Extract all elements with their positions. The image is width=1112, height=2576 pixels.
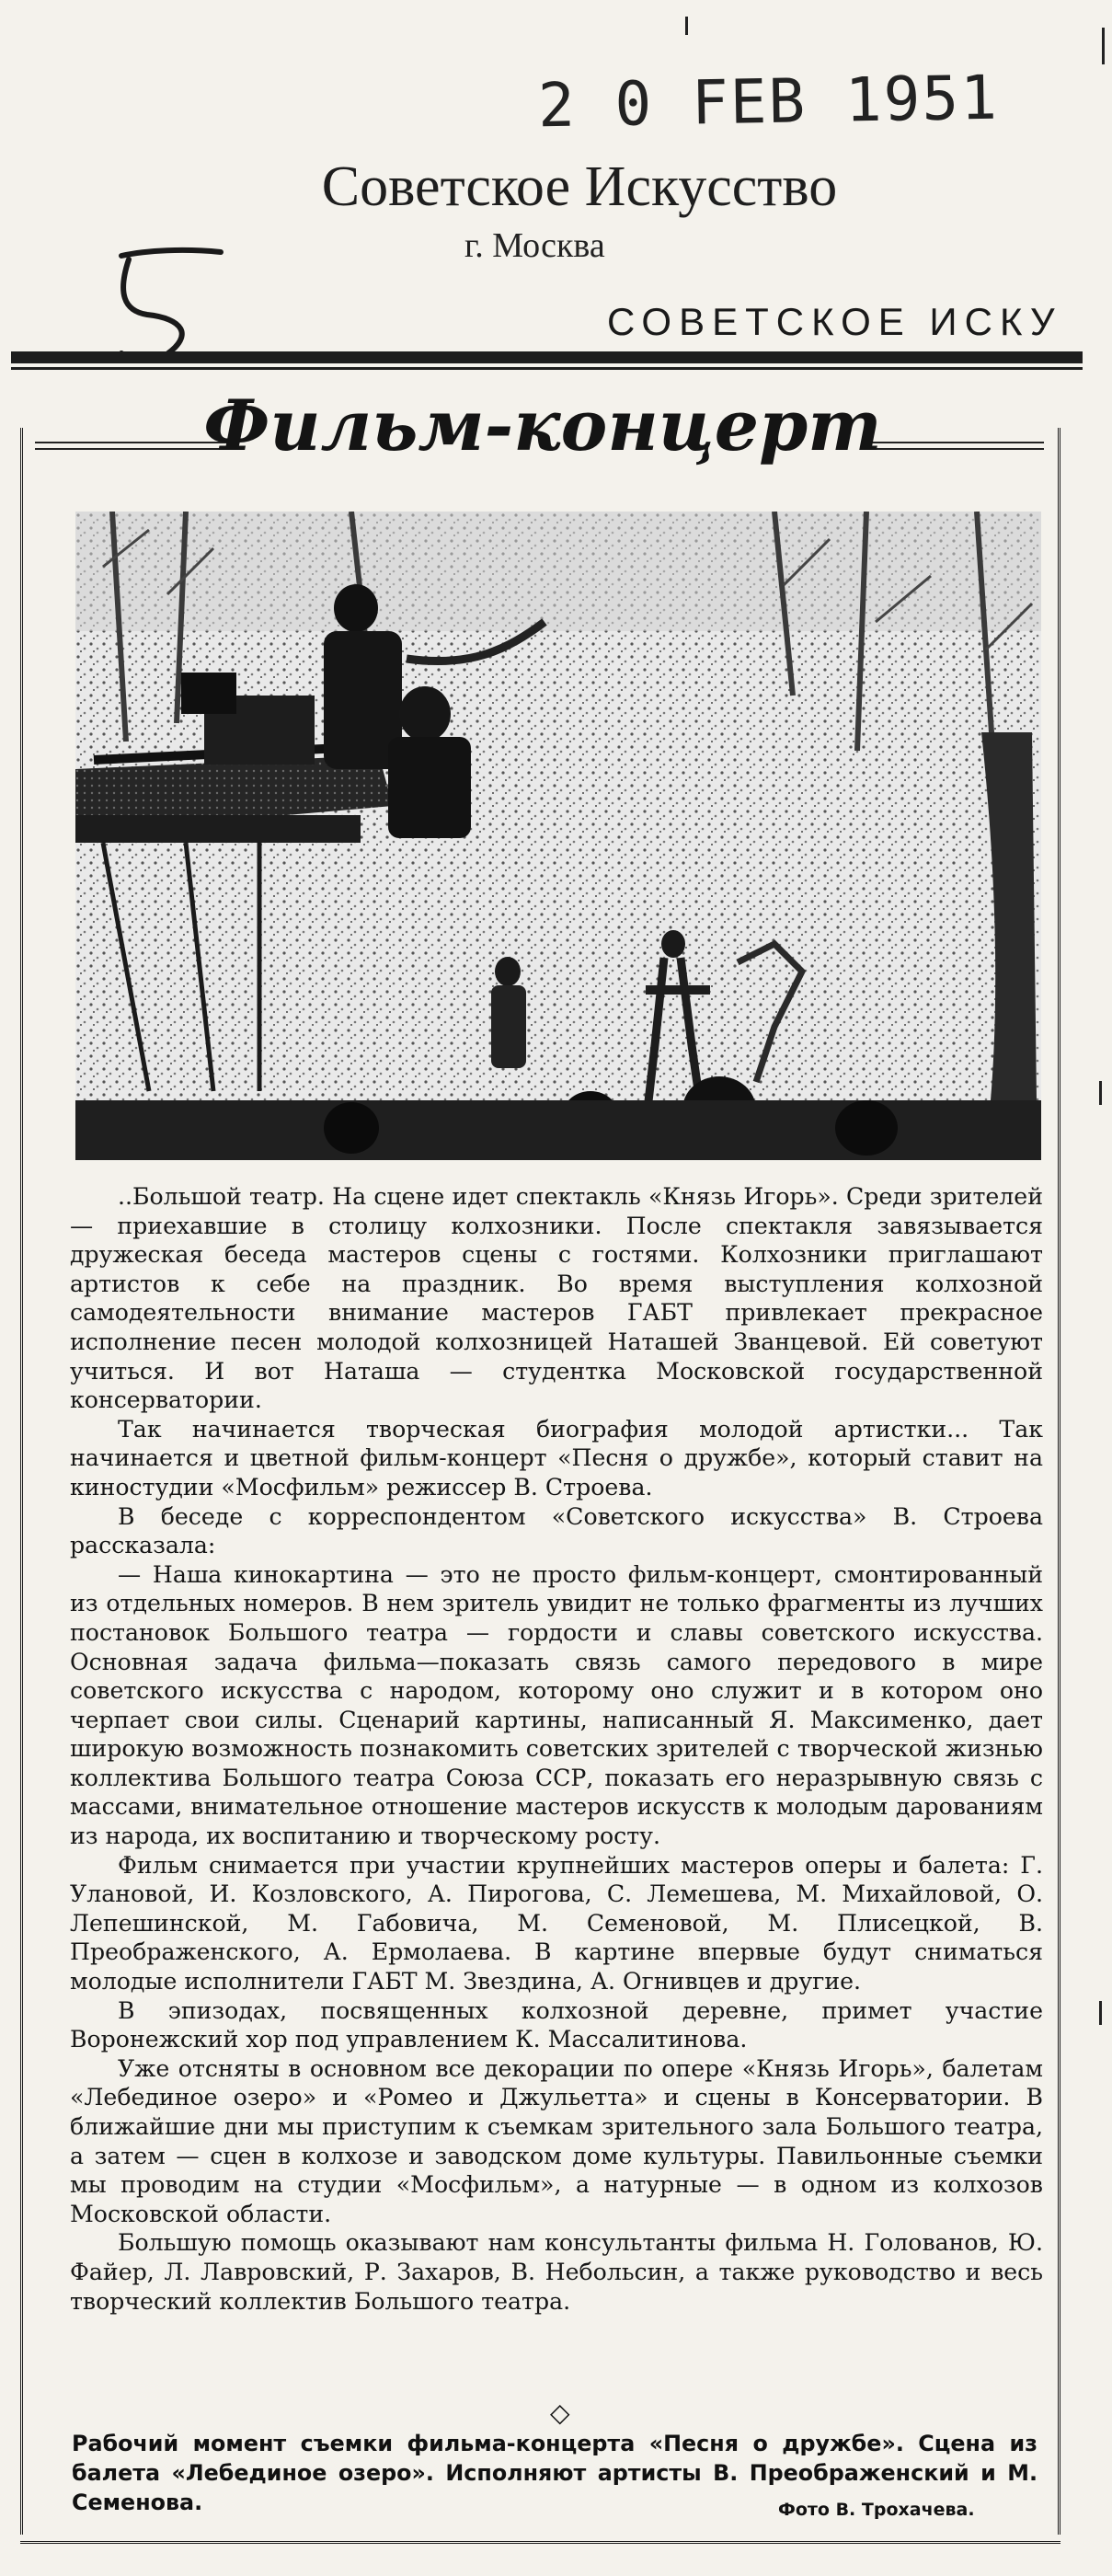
article-paragraph: Фильм снимается при участии крупнейших мастеров оперы и балета: Г. Улановой, И. Козловского, А. Пирогова, С. Лемешева, М. Михайловой, О. Лепешинской, М. Габовича, М. Семеновой, М. Плисецкой, В. Преображенского, А. Ермолаева. В картине впервые будут сниматься молодые исполнители ГАБТ М. Звездина, А. Огнивцев и другие.	[70, 1851, 1043, 1995]
masthead-rule	[11, 351, 1083, 363]
stamp-city: г. Москва	[464, 226, 605, 265]
frame-bottom	[20, 2541, 1060, 2547]
frame-left	[20, 428, 26, 2535]
article-paragraph: — Наша кинокартина — это не просто фильм-концерт, смонтированный из отдельных номеров. В нем зритель увидит не только фрагменты из лучших постановок Большого театра — гордости и славы советского искусства. Основная задача фильма—показать связь самого передового в мире советского искусства с народом, которому оно служит и в котором оно черпает свои силы. Сценарий картины, написанный Я. Максименко, дает широкую возможность познакомить советских зрителей с творческой жизнью коллектива Большого театра Союза ССР, показать его неразрывную связь с массами, внимательное отношение мастеров искусств к молодым дарованиям из народа, их воспитанию и творческому росту.	[70, 1560, 1043, 1850]
article-paragraph: Большую помощь оказывают нам консультанты фильма Н. Голованов, Ю. Файер, Л. Лавровский, Р. Захаров, В. Небольсин, а также руководство и весь творческий коллектив Большого театра.	[70, 2229, 1043, 2315]
article-paragraph: В беседе с корреспондентом «Советского искусства» В. Строева рассказала:	[70, 1502, 1043, 1559]
article-paragraph: Уже отсняты в основном все декорации по опере «Князь Игорь», балетам «Лебединое озеро» и «Ромео и Джульетта» и сцены в Консерватории. В ближайшие дни мы приступим к съемкам зрительного зала Большого театра, а затем — сцен в колхозе и заводском доме культуры. Павильонные съемки мы проводим на студии «Мосфильм», а натурные — в одном из колхозов Московской области.	[70, 2054, 1043, 2227]
photo-credit: Фото В. Трохачева.	[778, 2500, 975, 2520]
article-paragraph: В эпизодах, посвященных колхозной деревне, примет участие Воронежский хор под управлением К. Массалитинова.	[70, 1996, 1043, 2053]
stamp-date: 2 0 FEB 1951	[537, 62, 1000, 142]
scan-mark	[1102, 28, 1105, 64]
masthead: СОВЕТСКОЕ ИСКУ	[607, 300, 1062, 343]
headline: Фильм-концерт	[203, 385, 882, 466]
article-paragraph: Так начинается творческая биография молодой артистки... Так начинается и цветной фильм-концерт «Песня о дружбе», который ставит на киностудии «Мосфильм» режиссер В. Строева.	[70, 1415, 1043, 1501]
photograph	[75, 512, 1041, 1160]
stamp-newspaper-name: Советское Искусство	[321, 155, 838, 218]
handwritten-mark-icon	[110, 247, 239, 366]
photo-caption: Рабочий момент съемки фильма-концерта «Песня о дружбе». Сцена из балета «Лебединое озеро». Исполняют артисты В. Преображенский и М. Семенова.	[72, 2431, 1037, 2515]
scan-mark	[1099, 1081, 1102, 1105]
masthead-rule-thin	[11, 367, 1083, 370]
article-body	[70, 1182, 1043, 2316]
separator-diamond-icon: ◇	[550, 2398, 570, 2428]
scan-mark	[685, 17, 688, 35]
frame-right	[1058, 428, 1063, 2535]
scan-mark	[1099, 2001, 1102, 2025]
photograph-illustration	[75, 512, 1041, 1160]
article-paragraph: ..Большой театр. На сцене идет спектакль «Князь Игорь». Среди зрителей — приехавшие в столицу колхозники. После спектакля завязывается дружеская беседа мастеров сцены с гостями. Колхозники приглашают артистов к себе на праздник. Во время выступления колхозной самодеятельности внимание мастеров ГАБТ привлекает прекрасное исполнение песен молодой колхозницей Наташей Званцевой. Ей советуют учиться. И вот Наташа — студентка Московской государственной консерватории.	[70, 1183, 1043, 1414]
